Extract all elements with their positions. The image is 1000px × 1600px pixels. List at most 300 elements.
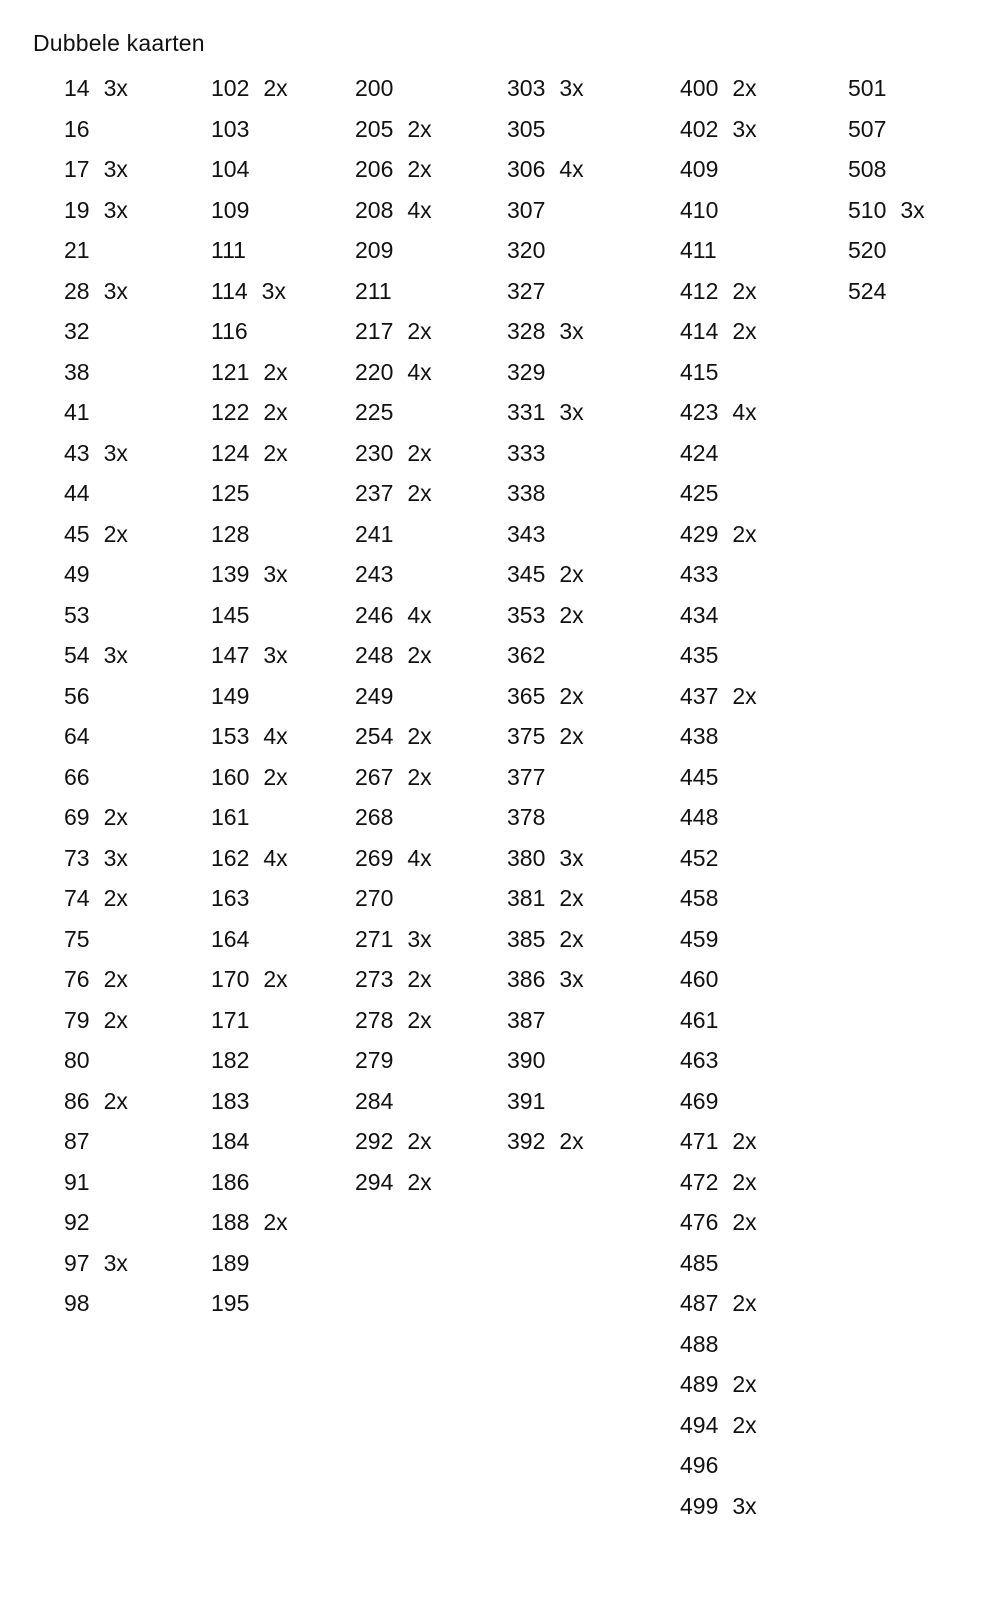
duplicate-count: 2x: [103, 804, 128, 830]
card-entry: [211, 919, 288, 960]
card-entry: [64, 878, 128, 919]
duplicate-count: 2x: [263, 399, 288, 425]
card-entry: [507, 433, 584, 474]
card-entry: [680, 878, 757, 919]
card-number: 153: [211, 723, 250, 749]
card-number: 122: [211, 399, 250, 425]
card-number: 279: [355, 1047, 394, 1073]
card-number: 109: [211, 196, 250, 223]
card-entry: [355, 838, 432, 879]
card-entry: [355, 595, 432, 636]
card-number: 121: [211, 358, 250, 385]
card-number: 124: [211, 439, 250, 466]
card-number: 294: [355, 1168, 394, 1195]
card-number: 328: [507, 318, 546, 344]
card-number: 164: [211, 925, 250, 952]
card-entry: [680, 716, 757, 757]
duplicate-count: 2x: [407, 115, 432, 142]
card-number: 508: [848, 156, 887, 182]
card-entry: [211, 392, 288, 433]
card-entry: [64, 109, 128, 150]
card-entry: [507, 473, 584, 514]
card-entry: [64, 230, 128, 271]
card-entry: [211, 757, 288, 798]
card-number: 270: [355, 885, 394, 911]
card-number: 69: [64, 804, 90, 830]
card-number: 435: [680, 642, 719, 668]
duplicate-count: 2x: [559, 885, 584, 911]
card-number: 220: [355, 358, 394, 385]
duplicate-count: 2x: [263, 763, 288, 790]
card-entry: [680, 230, 757, 271]
duplicate-count: 3x: [559, 318, 584, 344]
card-entry: [211, 190, 288, 231]
card-entry: [680, 919, 757, 960]
card-entry: [355, 716, 432, 757]
card-entry: [507, 595, 584, 636]
card-entry: [680, 109, 757, 150]
card-number: 381: [507, 885, 546, 911]
card-entry: [355, 230, 432, 271]
card-number: 278: [355, 1006, 394, 1033]
card-number: 149: [211, 682, 250, 709]
card-number: 147: [211, 642, 250, 668]
duplicate-count: 2x: [732, 1411, 757, 1438]
card-number: 162: [211, 844, 250, 871]
card-number: 391: [507, 1087, 546, 1114]
card-entry: [64, 676, 128, 717]
duplicate-count: 2x: [559, 601, 584, 628]
card-number: 345: [507, 561, 546, 587]
card-number: 437: [680, 682, 719, 709]
card-entry: [355, 1162, 432, 1203]
duplicate-count: 2x: [559, 561, 584, 587]
duplicate-count: 4x: [407, 196, 432, 223]
card-entry: [211, 271, 288, 312]
card-number: 353: [507, 601, 546, 628]
card-entry: [680, 1162, 757, 1203]
card-entry: [211, 838, 288, 879]
card-entry: [64, 352, 128, 393]
card-number: 209: [355, 237, 394, 263]
card-entry: [211, 1283, 288, 1324]
card-number: 524: [848, 277, 887, 304]
card-number: 273: [355, 966, 394, 992]
card-number: 385: [507, 925, 546, 952]
card-entry: [507, 68, 584, 109]
card-entry: [355, 757, 432, 798]
card-number: 445: [680, 763, 719, 790]
duplicate-count: 2x: [103, 520, 128, 547]
card-entry: [64, 1121, 128, 1162]
duplicate-count: 3x: [103, 642, 128, 668]
card-number: 501: [848, 75, 887, 101]
card-number: 56: [64, 682, 90, 709]
card-number: 41: [64, 399, 90, 425]
card-number: 461: [680, 1006, 719, 1033]
duplicate-count: 3x: [103, 1249, 128, 1276]
card-number: 472: [680, 1168, 719, 1195]
card-entry: [848, 230, 925, 271]
duplicate-count: 2x: [732, 520, 757, 547]
card-number: 186: [211, 1168, 250, 1195]
card-entry: [211, 473, 288, 514]
card-entry: [680, 1405, 757, 1446]
card-number: 320: [507, 237, 546, 263]
duplicate-count: 2x: [407, 723, 432, 749]
card-entry: [848, 68, 925, 109]
card-number: 307: [507, 196, 546, 223]
card-entry: [680, 433, 757, 474]
card-number: 114: [211, 277, 248, 304]
card-entry: [680, 1445, 757, 1486]
card-entry: [507, 757, 584, 798]
duplicate-count: 2x: [732, 1128, 757, 1154]
card-number: 139: [211, 561, 250, 587]
card-number: 45: [64, 520, 90, 547]
card-number: 469: [680, 1087, 719, 1114]
card-entry: [680, 838, 757, 879]
card-entry: [680, 959, 757, 1000]
card-entry: [211, 1081, 288, 1122]
card-number: 485: [680, 1249, 719, 1276]
card-number: 429: [680, 520, 719, 547]
card-number: 424: [680, 439, 719, 466]
card-entry: [211, 1121, 288, 1162]
card-entry: [64, 149, 128, 190]
card-entry: [64, 190, 128, 231]
card-number: 487: [680, 1290, 719, 1316]
duplicate-count: 4x: [732, 399, 757, 425]
card-number: 49: [64, 561, 90, 587]
card-entry: [507, 1081, 584, 1122]
card-entry: [680, 595, 757, 636]
card-entry: [507, 1040, 584, 1081]
card-entry: [355, 919, 432, 960]
duplicate-count: 3x: [263, 642, 288, 668]
card-entry: [507, 392, 584, 433]
card-entry: [680, 1486, 757, 1527]
duplicate-count: 2x: [559, 1128, 584, 1154]
card-entry: [507, 676, 584, 717]
card-entry: [211, 1000, 288, 1041]
card-entry: [680, 1081, 757, 1122]
card-number: 14: [64, 75, 90, 101]
card-number: 378: [507, 804, 546, 830]
card-number: 200: [355, 75, 394, 101]
card-entry: [355, 635, 432, 676]
card-number: 206: [355, 156, 394, 182]
duplicate-count: 3x: [732, 1492, 757, 1519]
card-number: 414: [680, 318, 719, 344]
card-entry: [680, 1202, 757, 1243]
duplicate-count: 3x: [407, 925, 432, 952]
card-entry: [211, 635, 288, 676]
duplicate-count: 2x: [263, 1209, 288, 1235]
card-number: 98: [64, 1290, 90, 1316]
duplicate-count: 4x: [559, 156, 584, 182]
card-entry: [507, 149, 584, 190]
card-entry: [64, 1040, 128, 1081]
card-entry: [211, 595, 288, 636]
card-number: 507: [848, 115, 887, 142]
card-number: 434: [680, 601, 719, 628]
duplicate-count: 3x: [263, 561, 288, 587]
card-entry: [355, 149, 432, 190]
card-number: 380: [507, 844, 546, 871]
card-entry: [680, 1243, 757, 1284]
card-entry: [680, 554, 757, 595]
card-entry: [507, 514, 584, 555]
card-entry: [507, 311, 584, 352]
card-entry: [680, 149, 757, 190]
card-entry: [211, 1040, 288, 1081]
card-entry: [211, 959, 288, 1000]
card-entry: [507, 797, 584, 838]
duplicate-count: 2x: [407, 642, 432, 668]
card-number: 331: [507, 399, 546, 425]
card-number: 195: [211, 1290, 250, 1316]
card-entry: [680, 311, 757, 352]
duplicate-count: 2x: [407, 439, 432, 466]
card-entry: [507, 554, 584, 595]
card-entry: [680, 271, 757, 312]
card-entry: [507, 635, 584, 676]
card-entry: [507, 878, 584, 919]
card-entry: [848, 149, 925, 190]
card-number: 386: [507, 966, 546, 992]
card-number: 163: [211, 885, 250, 911]
card-entry: [355, 1081, 432, 1122]
card-number: 246: [355, 601, 394, 628]
card-entry: [211, 878, 288, 919]
card-number: 17: [64, 156, 90, 182]
card-number: 92: [64, 1209, 90, 1235]
duplicate-count: 2x: [732, 682, 757, 709]
card-number: 248: [355, 642, 394, 668]
card-number: 230: [355, 439, 394, 466]
card-number: 184: [211, 1128, 250, 1154]
card-entry: [507, 109, 584, 150]
card-entry: [64, 757, 128, 798]
card-number: 104: [211, 156, 250, 182]
card-entry: [507, 959, 584, 1000]
card-number: 103: [211, 115, 250, 142]
duplicate-count: 3x: [103, 439, 128, 466]
card-entry: [64, 1243, 128, 1284]
card-number: 377: [507, 763, 546, 790]
card-entry: [211, 68, 288, 109]
duplicate-count: 2x: [732, 277, 757, 304]
card-number: 111: [211, 237, 246, 263]
card-number: 73: [64, 844, 90, 871]
card-number: 387: [507, 1006, 546, 1033]
duplicate-count: 2x: [559, 682, 584, 709]
card-number: 128: [211, 520, 250, 547]
card-number: 306: [507, 156, 546, 182]
card-entry: [64, 1162, 128, 1203]
card-number: 205: [355, 115, 394, 142]
duplicate-count: 3x: [732, 115, 757, 142]
duplicate-count: 2x: [732, 318, 757, 344]
card-entry: [680, 392, 757, 433]
card-number: 116: [211, 318, 248, 344]
card-number: 16: [64, 115, 90, 142]
card-entry: [64, 554, 128, 595]
card-entry: [680, 190, 757, 231]
duplicate-count: 4x: [407, 601, 432, 628]
card-number: 292: [355, 1128, 394, 1154]
card-entry: [507, 352, 584, 393]
card-number: 21: [64, 237, 90, 263]
duplicate-count: 3x: [900, 196, 925, 223]
card-entry: [211, 676, 288, 717]
card-number: 448: [680, 804, 719, 830]
card-number: 271: [355, 925, 394, 952]
card-entry: [211, 230, 288, 271]
card-number: 415: [680, 358, 719, 385]
card-number: 459: [680, 925, 719, 952]
card-number: 510: [848, 196, 887, 223]
card-number: 488: [680, 1330, 719, 1357]
card-number: 329: [507, 358, 546, 385]
card-number: 80: [64, 1047, 90, 1073]
card-number: 66: [64, 763, 90, 790]
card-entry: [680, 797, 757, 838]
duplicate-count: 2x: [263, 358, 288, 385]
card-number: 237: [355, 480, 394, 506]
card-entry: [680, 635, 757, 676]
column-1: [64, 68, 128, 1324]
card-entry: [507, 230, 584, 271]
card-entry: [355, 392, 432, 433]
card-entry: [680, 473, 757, 514]
duplicate-count: 2x: [732, 1168, 757, 1195]
card-entry: [355, 433, 432, 474]
card-number: 392: [507, 1128, 546, 1154]
card-entry: [680, 1000, 757, 1041]
duplicate-count: 3x: [103, 75, 128, 101]
card-number: 225: [355, 399, 394, 425]
duplicate-count: 2x: [407, 1168, 432, 1195]
duplicate-count: 2x: [732, 1209, 757, 1235]
duplicate-count: 3x: [559, 399, 584, 425]
card-entry: [355, 1000, 432, 1041]
card-entry: [680, 68, 757, 109]
card-number: 499: [680, 1492, 719, 1519]
card-entry: [355, 68, 432, 109]
card-number: 64: [64, 723, 90, 749]
card-entry: [64, 1283, 128, 1324]
card-entry: [507, 1000, 584, 1041]
card-number: 284: [355, 1087, 394, 1114]
card-entry: [355, 1121, 432, 1162]
card-number: 460: [680, 966, 719, 992]
card-number: 303: [507, 75, 546, 101]
card-number: 188: [211, 1209, 250, 1235]
card-number: 75: [64, 925, 90, 952]
duplicate-count: 3x: [261, 277, 286, 304]
card-entry: [64, 716, 128, 757]
card-number: 438: [680, 723, 719, 749]
duplicate-count: 2x: [407, 1128, 432, 1154]
card-entry: [680, 757, 757, 798]
duplicate-count: 3x: [559, 844, 584, 871]
card-number: 160: [211, 763, 250, 790]
duplicate-count: 2x: [407, 1006, 432, 1033]
card-number: 410: [680, 196, 719, 223]
card-number: 102: [211, 75, 250, 101]
card-number: 520: [848, 237, 887, 263]
card-entry: [211, 1243, 288, 1284]
card-entry: [507, 919, 584, 960]
card-number: 412: [680, 277, 719, 304]
card-entry: [507, 716, 584, 757]
card-number: 333: [507, 439, 546, 466]
duplicate-count: 2x: [407, 966, 432, 992]
card-entry: [848, 271, 925, 312]
card-number: 400: [680, 75, 719, 101]
card-number: 411: [680, 237, 717, 263]
card-number: 74: [64, 885, 90, 911]
card-number: 249: [355, 682, 394, 709]
card-number: 44: [64, 480, 90, 506]
duplicate-count: 2x: [407, 480, 432, 506]
card-entry: [355, 676, 432, 717]
card-entry: [680, 1040, 757, 1081]
card-entry: [64, 473, 128, 514]
column-2: [211, 68, 288, 1324]
card-number: 189: [211, 1249, 250, 1276]
duplicate-count: 2x: [559, 925, 584, 952]
card-number: 452: [680, 844, 719, 871]
card-number: 343: [507, 520, 546, 547]
duplicate-count: 3x: [103, 277, 128, 304]
duplicate-count: 2x: [103, 966, 128, 992]
card-entry: [848, 109, 925, 150]
duplicate-count: 2x: [263, 966, 288, 992]
card-entry: [680, 352, 757, 393]
card-entry: [64, 1081, 128, 1122]
duplicate-count: 3x: [559, 966, 584, 992]
column-5: [680, 68, 757, 1526]
card-number: 338: [507, 480, 546, 506]
card-entry: [211, 311, 288, 352]
card-number: 269: [355, 844, 394, 871]
card-number: 86: [64, 1087, 90, 1114]
card-entry: [211, 149, 288, 190]
card-entry: [355, 473, 432, 514]
card-number: 390: [507, 1047, 546, 1073]
duplicate-count: 3x: [103, 196, 128, 223]
card-entry: [680, 1283, 757, 1324]
card-number: 471: [680, 1128, 719, 1154]
card-number: 171: [211, 1006, 250, 1033]
card-number: 327: [507, 277, 546, 304]
card-entry: [355, 109, 432, 150]
card-entry: [355, 797, 432, 838]
card-number: 267: [355, 763, 394, 790]
card-entry: [64, 635, 128, 676]
card-number: 38: [64, 358, 90, 385]
duplicate-count: 2x: [407, 156, 432, 182]
card-entry: [64, 392, 128, 433]
duplicate-count: 2x: [732, 1290, 757, 1316]
card-entry: [848, 190, 925, 231]
card-entry: [355, 311, 432, 352]
column-4: [507, 68, 584, 1162]
card-entry: [507, 1121, 584, 1162]
